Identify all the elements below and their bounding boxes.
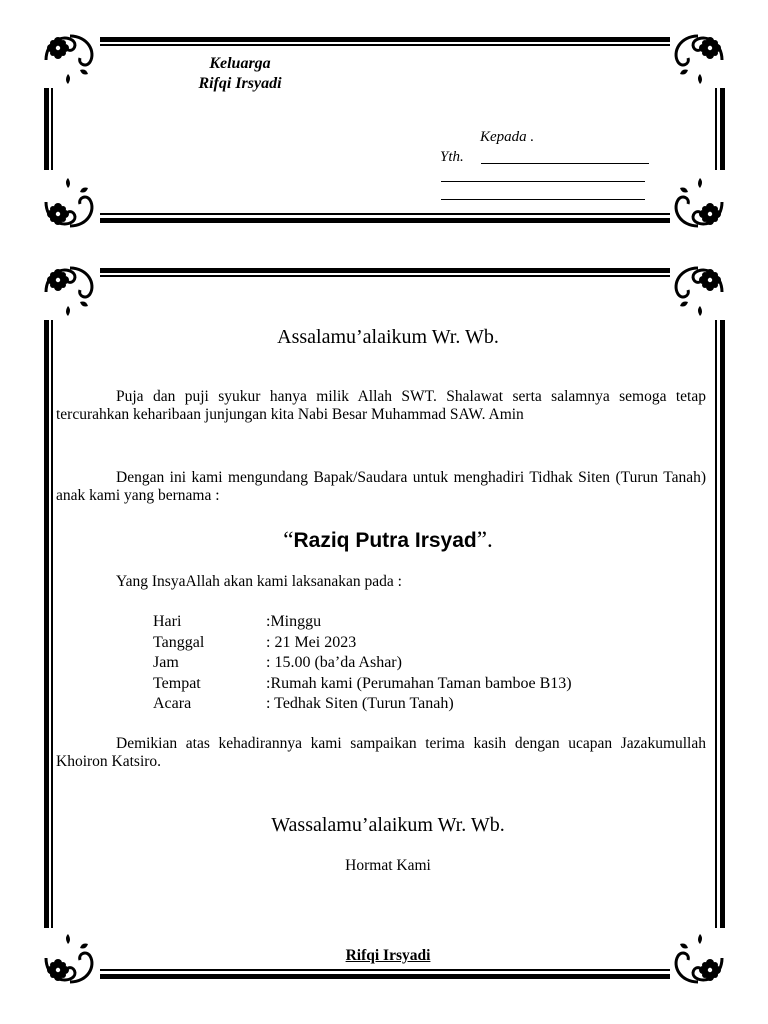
envelope-border-bottom-inner bbox=[100, 213, 670, 215]
closing-greeting: Wassalamu’alaikum Wr. Wb. bbox=[271, 814, 505, 836]
corner-ornament-icon bbox=[670, 262, 728, 320]
sender-label: Keluarga bbox=[209, 55, 271, 72]
detail-value: : 15.00 (ba’da Ashar) bbox=[266, 654, 402, 671]
envelope-border-top bbox=[100, 37, 670, 42]
recipient-line-1 bbox=[481, 163, 649, 164]
letter-border-top-inner bbox=[100, 275, 670, 277]
detail-value: :Rumah kami (Perumahan Taman bamboe B13) bbox=[266, 674, 572, 692]
close-quote: ”. bbox=[476, 527, 493, 552]
detail-row-place bbox=[153, 674, 572, 695]
greeting: Assalamu’alaikum Wr. Wb. bbox=[277, 326, 499, 348]
letter-border-bottom bbox=[100, 974, 670, 979]
paragraph-invitation bbox=[56, 469, 706, 505]
detail-label: Tempat bbox=[153, 674, 201, 692]
child-name: Raziq Putra Irsyad bbox=[293, 529, 477, 552]
envelope-border-left-inner bbox=[51, 88, 53, 170]
paragraph-closing bbox=[56, 735, 706, 771]
paragraph-closing-text: Demikian atas kehadirannya kami sampaikan terima kasih dengan ucapan Jazakumullah Khoiron Katsiro. bbox=[56, 735, 706, 770]
recipient-label: Kepada . bbox=[480, 129, 535, 145]
detail-value: : 21 Mei 2023 bbox=[266, 633, 357, 651]
paragraph-opening-text: Puja dan puji syukur hanya milik Allah SWT. Shalawat serta salamnya semoga tetap tercurahkan keharibaan junjungan kita Nabi Besar Muhammad SAW. Amin bbox=[56, 388, 706, 423]
detail-value: :Minggu bbox=[266, 613, 322, 630]
yth-label: Yth. bbox=[440, 149, 464, 165]
corner-ornament-icon bbox=[40, 30, 98, 88]
detail-label: Tanggal bbox=[153, 633, 205, 651]
open-quote: “ bbox=[283, 527, 294, 552]
detail-label: Hari bbox=[153, 613, 182, 630]
regards-label: Hormat Kami bbox=[345, 857, 431, 874]
event-intro: Yang InsyaAllah akan kami laksanakan pada : bbox=[116, 573, 402, 590]
corner-ornament-icon bbox=[40, 174, 98, 232]
paragraph-opening bbox=[56, 388, 706, 424]
letter-border-bottom-inner bbox=[100, 969, 670, 971]
child-name-line bbox=[44, 527, 732, 553]
detail-row-day bbox=[153, 612, 572, 633]
envelope-border-right-inner bbox=[715, 88, 717, 170]
sender-name: Rifqi Irsyadi bbox=[198, 75, 282, 92]
recipient-line-3 bbox=[441, 199, 645, 200]
corner-ornament-icon bbox=[670, 30, 728, 88]
envelope-border-bottom bbox=[100, 218, 670, 223]
envelope-border-right bbox=[720, 88, 725, 170]
envelope-border-top-inner bbox=[100, 44, 670, 46]
letter-border-top bbox=[100, 268, 670, 273]
paragraph-invitation-text: Dengan ini kami mengundang Bapak/Saudara untuk menghadiri Tidhak Siten (Turun Tanah) anak kami yang bernama : bbox=[56, 469, 706, 504]
detail-row-date bbox=[153, 633, 572, 654]
recipient-line-2 bbox=[441, 181, 645, 182]
envelope-recipient bbox=[440, 127, 660, 167]
detail-row-event bbox=[153, 694, 572, 715]
detail-label: Acara bbox=[153, 695, 192, 712]
detail-label: Jam bbox=[153, 654, 179, 671]
detail-row-time bbox=[153, 653, 572, 674]
event-details bbox=[153, 612, 572, 715]
envelope-border-left bbox=[44, 88, 49, 170]
detail-value: : Tedhak Siten (Turun Tanah) bbox=[266, 695, 454, 712]
signer-name: Rifqi Irsyadi bbox=[345, 947, 431, 964]
envelope-sender bbox=[150, 54, 330, 94]
corner-ornament-icon bbox=[670, 174, 728, 232]
corner-ornament-icon bbox=[40, 262, 98, 320]
